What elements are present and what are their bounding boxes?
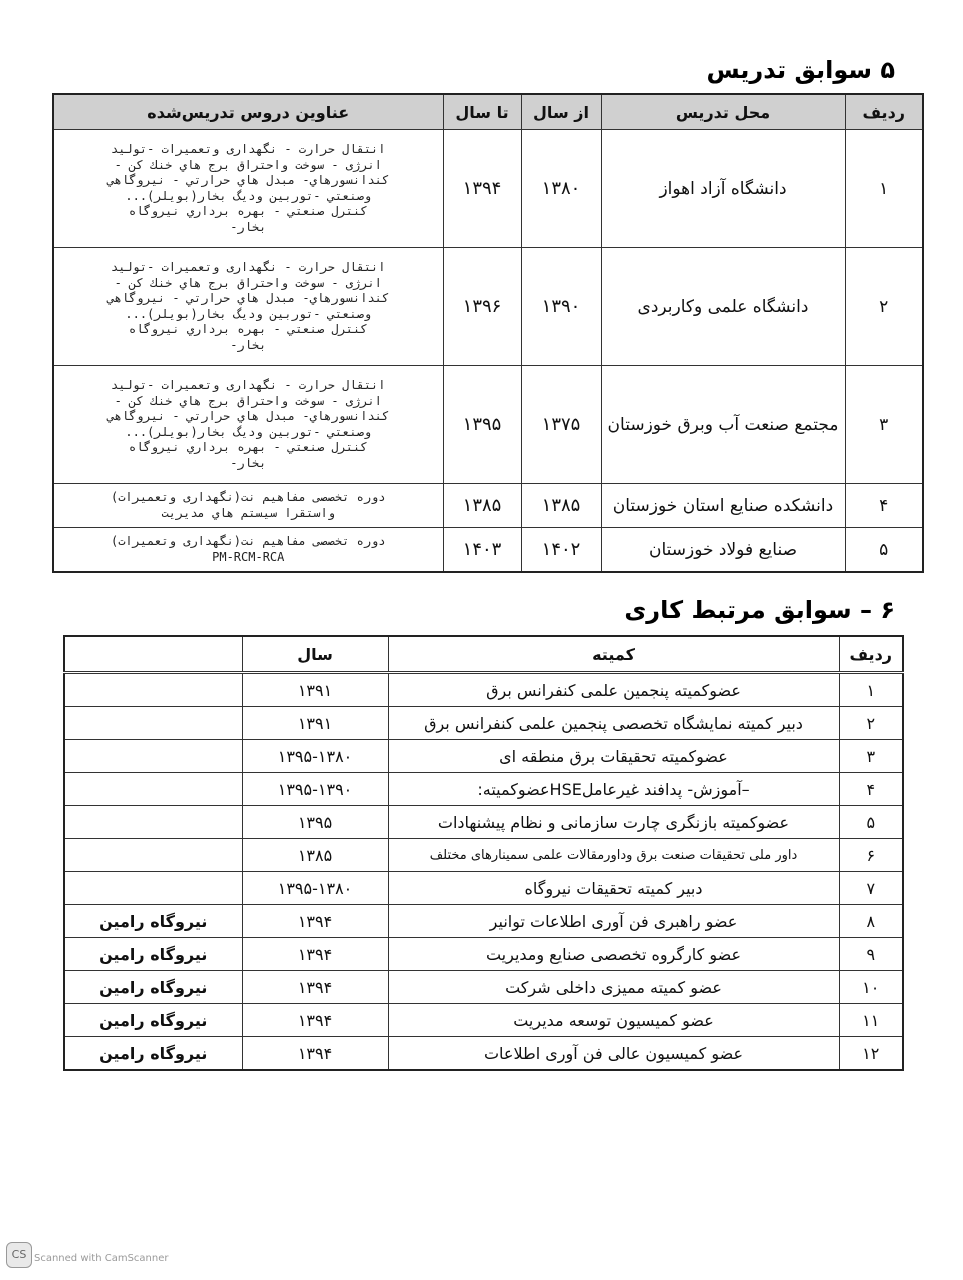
committee: داور ملی تحقیقات صنعت برق وداورمقالات علمی سمینارهای مختلف <box>388 839 839 872</box>
table-row <box>64 839 903 872</box>
organization <box>64 673 242 707</box>
table-row <box>64 1004 903 1037</box>
committee: عضو راهبری فن آوری اطلاعات توانیر <box>388 905 839 938</box>
year: ۱۳۹۵-۱۳۸۰ <box>242 872 388 905</box>
from-year: ۱۳۸۵ <box>521 484 601 528</box>
teaching-place: دانشگاه آزاد اهواز <box>601 130 845 248</box>
table-row <box>64 938 903 971</box>
row-number: ۱۰ <box>839 971 903 1004</box>
col-header-to: تا سال <box>443 94 521 130</box>
from-year: ۱۳۸۰ <box>521 130 601 248</box>
row-number: ۸ <box>839 905 903 938</box>
committee: –آموزش- پدافند غیرعاملHSEعضوکمیته: <box>388 773 839 806</box>
row-number: ۵ <box>839 806 903 839</box>
organization <box>64 872 242 905</box>
year: ۱۳۹۴ <box>242 938 388 971</box>
col-header-row: ردیف <box>839 636 903 673</box>
organization <box>64 740 242 773</box>
to-year: ۱۴۰۳ <box>443 528 521 573</box>
row-number: ۶ <box>839 839 903 872</box>
row-number: ۵ <box>845 528 923 573</box>
table-row <box>64 740 903 773</box>
committee: عضوکمیته تحقیقات برق منطقه ای <box>388 740 839 773</box>
row-number: ۴ <box>845 484 923 528</box>
col-header-from: از سال <box>521 94 601 130</box>
course-titles: انتقال حرارت - نگهداری وتعمیرات -تولید انرژی - سوخت واحتراق برج هاي خنك كن - كندانسورهاي- مبدل هاي حرارتي - نيروگاهي وصنعتي -توربين وديگ بخار(بويلر)... كنترل صنعتي - بهره برداري نيروگاه بخار- <box>53 366 443 484</box>
organization: نیروگاه رامین <box>64 1004 242 1037</box>
row-number: ۳ <box>845 366 923 484</box>
year: ۱۳۹۵-۱۳۸۰ <box>242 740 388 773</box>
year: ۱۳۸۵ <box>242 839 388 872</box>
from-year: ۱۳۷۵ <box>521 366 601 484</box>
committee: عضوکمیته بازنگری چارت سازمانی و نظام پیشنهادات <box>388 806 839 839</box>
committee: عضو کمیسیون توسعه مدیریت <box>388 1004 839 1037</box>
course-titles: دوره تخصصی مفاهیم نت(نگهداری وتعمیرات) PM-RCM-RCA <box>53 528 443 573</box>
table-row <box>53 484 923 528</box>
committee: عضوکمیته پنجمین علمی کنفرانس برق <box>388 673 839 707</box>
year: ۱۳۹۵-۱۳۹۰ <box>242 773 388 806</box>
organization: نیروگاه رامین <box>64 1037 242 1071</box>
scanner-watermark: Scanned with CamScanner <box>34 1253 169 1264</box>
row-number: ۱ <box>845 130 923 248</box>
table-row <box>64 905 903 938</box>
organization <box>64 806 242 839</box>
committee: عضو کمیته ممیزی داخلی شرکت <box>388 971 839 1004</box>
table-header-row <box>64 636 903 673</box>
camscanner-logo: CS <box>6 1242 32 1268</box>
from-year: ۱۳۹۰ <box>521 248 601 366</box>
to-year: ۱۳۹۶ <box>443 248 521 366</box>
col-header-year: سال <box>242 636 388 673</box>
organization: نیروگاه رامین <box>64 905 242 938</box>
teaching-place: صنایع فولاد خوزستان <box>601 528 845 573</box>
table-row <box>64 1037 903 1071</box>
organization <box>64 773 242 806</box>
organization: نیروگاه رامین <box>64 971 242 1004</box>
teaching-place: دانشکده صنایع استان خوزستان <box>601 484 845 528</box>
col-header-committee: کمیته <box>388 636 839 673</box>
year: ۱۳۹۴ <box>242 971 388 1004</box>
teaching-history-table <box>52 93 924 573</box>
col-header-courses: عناوین دروس تدریس‌شده <box>53 94 443 130</box>
committee: دبیر کمیته نمایشگاه تخصصی پنجمین علمی کنفرانس برق <box>388 707 839 740</box>
row-number: ۲ <box>845 248 923 366</box>
table-row <box>64 773 903 806</box>
table-row <box>53 130 923 248</box>
to-year: ۱۳۹۵ <box>443 366 521 484</box>
to-year: ۱۳۸۵ <box>443 484 521 528</box>
table-row <box>53 528 923 573</box>
section-6-title: ۶ – سوابق مرتبط کاری <box>624 596 895 624</box>
organization <box>64 839 242 872</box>
table-row <box>53 366 923 484</box>
col-header-org <box>64 636 242 673</box>
year: ۱۳۹۱ <box>242 707 388 740</box>
year: ۱۳۹۱ <box>242 673 388 707</box>
row-number: ۱۲ <box>839 1037 903 1071</box>
teaching-place: دانشگاه علمی وکاربردی <box>601 248 845 366</box>
table-row <box>64 707 903 740</box>
row-number: ۴ <box>839 773 903 806</box>
year: ۱۳۹۵ <box>242 806 388 839</box>
work-history-table <box>63 635 904 1071</box>
organization <box>64 707 242 740</box>
section-5-title: ۵ سوابق تدریس <box>706 56 895 84</box>
table-row <box>64 673 903 707</box>
organization: نیروگاه رامین <box>64 938 242 971</box>
row-number: ۱ <box>839 673 903 707</box>
row-number: ۲ <box>839 707 903 740</box>
course-titles: دوره تخصصی مفاهیم نت(نگهداری وتعمیرات) واستقرا سيستم هاي مديريت <box>53 484 443 528</box>
table-row <box>64 872 903 905</box>
committee: عضو کارگروه تخصصی صنایع ومدیریت <box>388 938 839 971</box>
row-number: ۷ <box>839 872 903 905</box>
table-row <box>53 248 923 366</box>
committee: دبیر کمیته تحقیقات نیروگاه <box>388 872 839 905</box>
year: ۱۳۹۴ <box>242 905 388 938</box>
course-titles: انتقال حرارت - نگهداری وتعمیرات -تولید انرژی - سوخت واحتراق برج هاي خنك كن - كندانسورهاي- مبدل هاي حرارتي - نيروگاهي وصنعتي -توربين وديگ بخار(بويلر)... كنترل صنعتي - بهره برداري نيروگاه بخار- <box>53 130 443 248</box>
table-header-row <box>53 94 923 130</box>
to-year: ۱۳۹۴ <box>443 130 521 248</box>
year: ۱۳۹۴ <box>242 1004 388 1037</box>
committee: عضو کمیسیون عالی فن آوری اطلاعات <box>388 1037 839 1071</box>
row-number: ۹ <box>839 938 903 971</box>
row-number: ۱۱ <box>839 1004 903 1037</box>
table-row <box>64 806 903 839</box>
teaching-place: مجتمع صنعت آب وبرق خوزستان <box>601 366 845 484</box>
col-header-row: ردیف <box>845 94 923 130</box>
from-year: ۱۴۰۲ <box>521 528 601 573</box>
year: ۱۳۹۴ <box>242 1037 388 1071</box>
row-number: ۳ <box>839 740 903 773</box>
course-titles: انتقال حرارت - نگهداری وتعمیرات -تولید انرژی - سوخت واحتراق برج هاي خنك كن - كندانسورهاي- مبدل هاي حرارتي - نيروگاهي وصنعتي -توربين وديگ بخار(بويلر)... كنترل صنعتي - بهره برداري نيروگاه بخار- <box>53 248 443 366</box>
col-header-place: محل تدریس <box>601 94 845 130</box>
table-row <box>64 971 903 1004</box>
